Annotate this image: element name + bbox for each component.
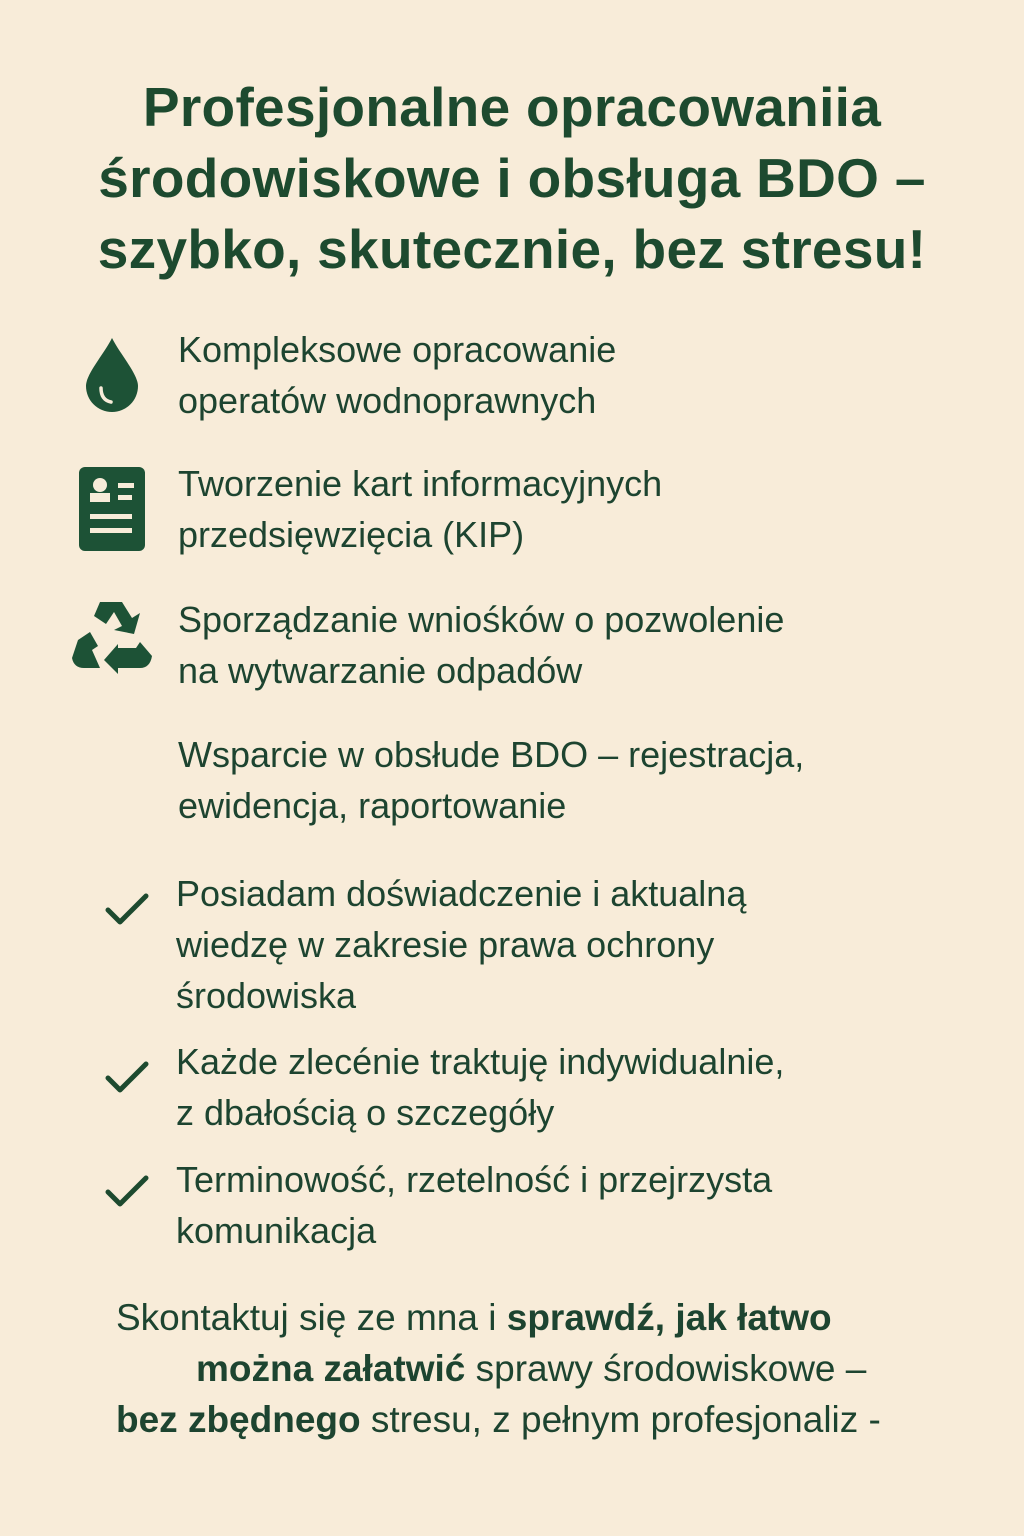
service-item bbox=[178, 594, 784, 696]
benefit-text: z dbałością o szczegóły bbox=[176, 1092, 555, 1133]
recycle-icon bbox=[70, 598, 154, 674]
checkmark-icon bbox=[104, 1060, 150, 1096]
title-line: Profesjonalne opracowaniia bbox=[142, 76, 882, 138]
service-item bbox=[178, 458, 662, 560]
cta-emphasis: bez zbędnego bbox=[116, 1399, 361, 1440]
cta-line bbox=[196, 1343, 866, 1394]
benefit-text: Posiadam doświadczenie i aktualną bbox=[176, 873, 747, 914]
benefit-text: Terminowość, rzetelność i przejrzysta bbox=[176, 1159, 773, 1200]
service-text: Kompleksowe opracowanie bbox=[178, 329, 617, 370]
cta-emphasis: można załatwić bbox=[196, 1348, 466, 1389]
service-text: na wytwarzanie odpadów bbox=[178, 650, 583, 691]
service-text: przedsięwzięcia (KIP) bbox=[178, 514, 525, 555]
water-drop-icon bbox=[84, 336, 140, 414]
checkmark-icon bbox=[104, 1174, 150, 1210]
service-item bbox=[178, 324, 616, 426]
benefit-text: środowiska bbox=[176, 975, 357, 1016]
service-text: Sporządzanie wniośków o pozwolenie bbox=[178, 599, 785, 640]
cta-line bbox=[116, 1394, 881, 1445]
benefit-text: Każde zlecénie traktuję indywidualnie, bbox=[176, 1041, 785, 1082]
service-text: operatów wodnoprawnych bbox=[178, 380, 597, 421]
title-line: środowiskowe i obsługa BDO – bbox=[98, 147, 926, 209]
page-title bbox=[0, 72, 1024, 285]
service-text: Wsparcie w obsłude BDO – rejestracja, bbox=[178, 734, 805, 775]
benefit-item bbox=[176, 868, 746, 1021]
cta-text: Skontaktuj się ze mna i bbox=[116, 1297, 507, 1338]
cta-text: sprawy środowiskowe – bbox=[465, 1348, 867, 1389]
cta-emphasis: sprawdź, jak łatwo bbox=[506, 1297, 832, 1338]
checkmark-icon bbox=[104, 892, 150, 928]
service-item bbox=[178, 729, 804, 831]
document-card-icon bbox=[78, 466, 146, 552]
benefit-item bbox=[176, 1154, 772, 1256]
benefit-text: komunikacja bbox=[176, 1210, 377, 1251]
cta-text: stresu, z pełnym profesjonaliz - bbox=[360, 1399, 881, 1440]
benefit-text: wiedzę w zakresie prawa ochrony bbox=[176, 924, 715, 965]
title-line: szybko, skutecznie, bez stresu! bbox=[97, 218, 927, 280]
benefit-item bbox=[176, 1036, 784, 1138]
service-text: ewidencja, raportowanie bbox=[178, 785, 567, 826]
cta-line bbox=[116, 1292, 832, 1343]
service-text: Tworzenie kart informacyjnych bbox=[178, 463, 663, 504]
